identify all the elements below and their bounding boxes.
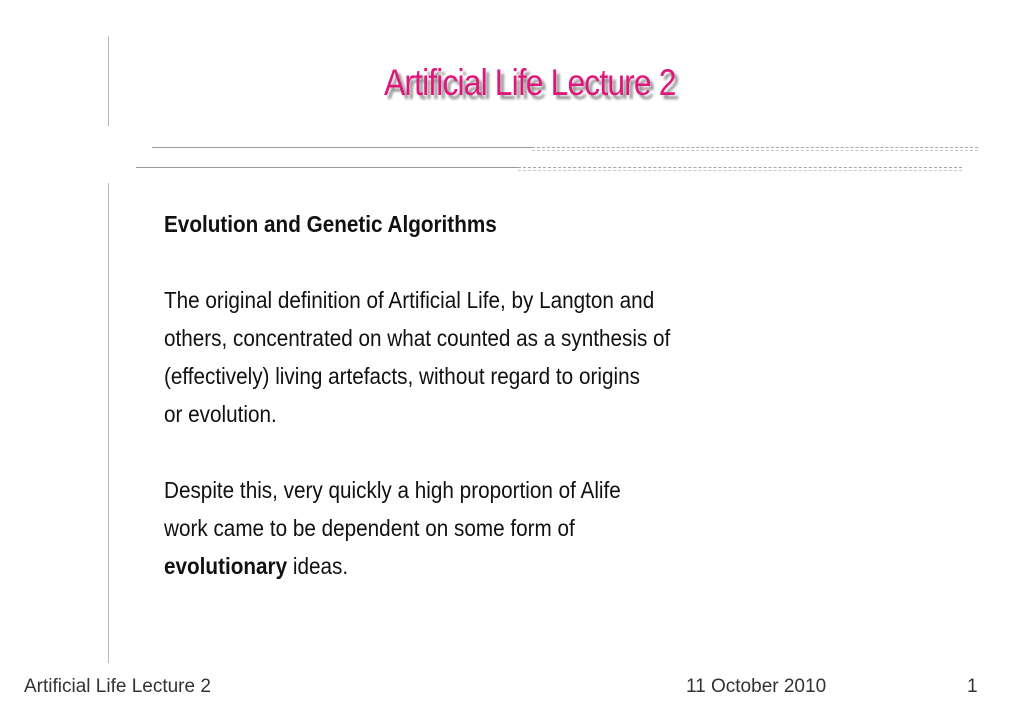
- paragraph-line: (effectively) living artefacts, without regard to origins: [164, 363, 640, 389]
- left-vertical-rule-bottom: [108, 183, 109, 663]
- section-heading: Evolution and Genetic Algorithms: [164, 211, 497, 237]
- paragraph-line: others, concentrated on what counted as a synthesis of: [164, 325, 671, 351]
- paragraph-line: or evolution.: [164, 401, 277, 427]
- page-number: 1: [967, 676, 978, 697]
- paragraph-line: work came to be dependent on some form of: [164, 515, 575, 541]
- left-vertical-rule-top: [108, 36, 109, 126]
- footer-title: Artificial Life Lecture 2: [24, 676, 211, 697]
- slide-body: [164, 205, 794, 623]
- paragraph-definition: [164, 281, 812, 433]
- emphasis-evolutionary: evolutionary: [164, 553, 288, 579]
- slide-title: Artificial Life Lecture 2: [384, 62, 676, 103]
- paragraph-evolution: [164, 471, 794, 585]
- paragraph-line: The original definition of Artificial Life, by Langton and: [164, 287, 655, 313]
- paragraph-line: Despite this, very quickly a high proportion of Alife: [164, 477, 621, 503]
- footer-date: 11 October 2010: [686, 676, 827, 697]
- paragraph-tail: ideas.: [287, 553, 349, 579]
